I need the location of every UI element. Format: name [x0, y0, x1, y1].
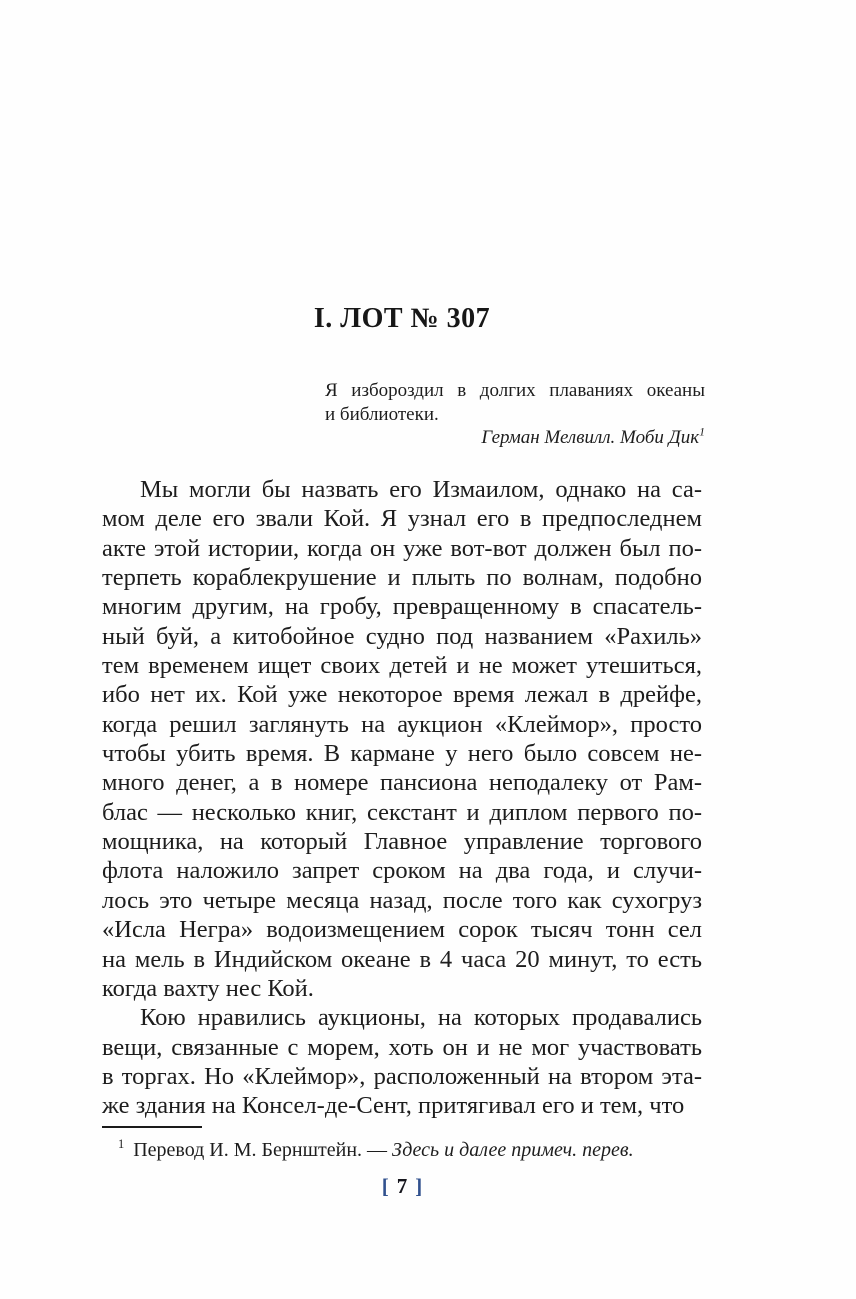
text-line: «Исла Негра» водоизмещением сорок тысяч тонн сел	[102, 916, 702, 944]
paragraph-2	[102, 1003, 702, 1120]
text-line: терпеть кораблекрушение и плыть по волнам, подобно	[102, 564, 702, 592]
text-line: Мы могли бы назвать его Измаилом, однако на са-	[140, 476, 702, 503]
chapter-title: I. ЛОТ № 307	[313, 303, 491, 334]
text-line: мом деле его звали Кой. Я узнал его в предпоследнем	[102, 505, 702, 533]
epigraph-author-work: Герман Мелвилл. Моби Дик	[481, 427, 700, 448]
paragraph-1	[102, 475, 702, 1003]
footnote-marker: 1	[118, 1137, 125, 1152]
footnote-separator-rule	[102, 1126, 202, 1128]
text-line: много денег, а в номере пансиона неподалеку от Рам-	[102, 769, 702, 797]
text-line: флота наложило запрет сроком на два года, и случи-	[102, 857, 702, 885]
text-line: же здания на Консел-де-Сент, притягивал его и тем, что	[102, 1092, 685, 1120]
text-line: многим другим, на гробу, превращенному в спасатель-	[102, 593, 702, 621]
epigraph-attribution	[325, 426, 705, 450]
text-line: на мель в Индийском океане в 4 часа 20 минут, то есть	[102, 945, 702, 973]
footnote	[102, 1138, 702, 1163]
page-number-bracket-left: [	[381, 1174, 389, 1198]
text-line: Кою нравились аукционы, на которых продавались	[140, 1004, 702, 1032]
body-text	[102, 475, 702, 1121]
page-number-value: 7	[396, 1174, 408, 1198]
text-line: ибо нет их. Кой уже некоторое время лежал в дрейфе,	[102, 681, 702, 709]
text-line: когда вахту нес Кой.	[102, 974, 314, 1002]
text-line: тем временем ищет своих детей и не может утешиться,	[102, 652, 702, 680]
text-line: лось это четыре месяца назад, после того как сухогруз	[102, 886, 702, 914]
text-line: вещи, связанные с морем, хоть он и не мог участвовать	[102, 1033, 702, 1061]
text-line: ный буй, а китобойное судно под названием «Рахиль»	[102, 622, 702, 650]
epigraph	[325, 379, 705, 450]
text-line: когда решил заглянуть на аукцион «Клеймор», просто	[102, 710, 702, 738]
epigraph-text	[325, 379, 705, 426]
page-number-bracket-right: ]	[415, 1174, 423, 1198]
footnote-reference: 1	[699, 425, 705, 439]
text-line: в торгах. Но «Клеймор», расположенный на втором эта-	[102, 1062, 702, 1090]
footnote-text-italic: Здесь и далее примеч. перев.	[392, 1139, 634, 1161]
page-number	[102, 1174, 702, 1199]
text-line: блас — несколько книг, секстант и диплом первого по-	[102, 798, 702, 826]
text-line: мощника, на который Главное управление торгового	[102, 828, 702, 856]
text-line: Я избороздил в долгих плаваниях океаны	[325, 380, 705, 401]
text-line: акте этой истории, когда он уже вот-вот должен был по-	[102, 534, 702, 562]
text-line: и библиотеки.	[325, 403, 439, 425]
footnote-text: Перевод И. М. Бернштейн. —	[133, 1139, 393, 1161]
text-line: чтобы убить время. В кармане у него было совсем не-	[102, 740, 702, 768]
